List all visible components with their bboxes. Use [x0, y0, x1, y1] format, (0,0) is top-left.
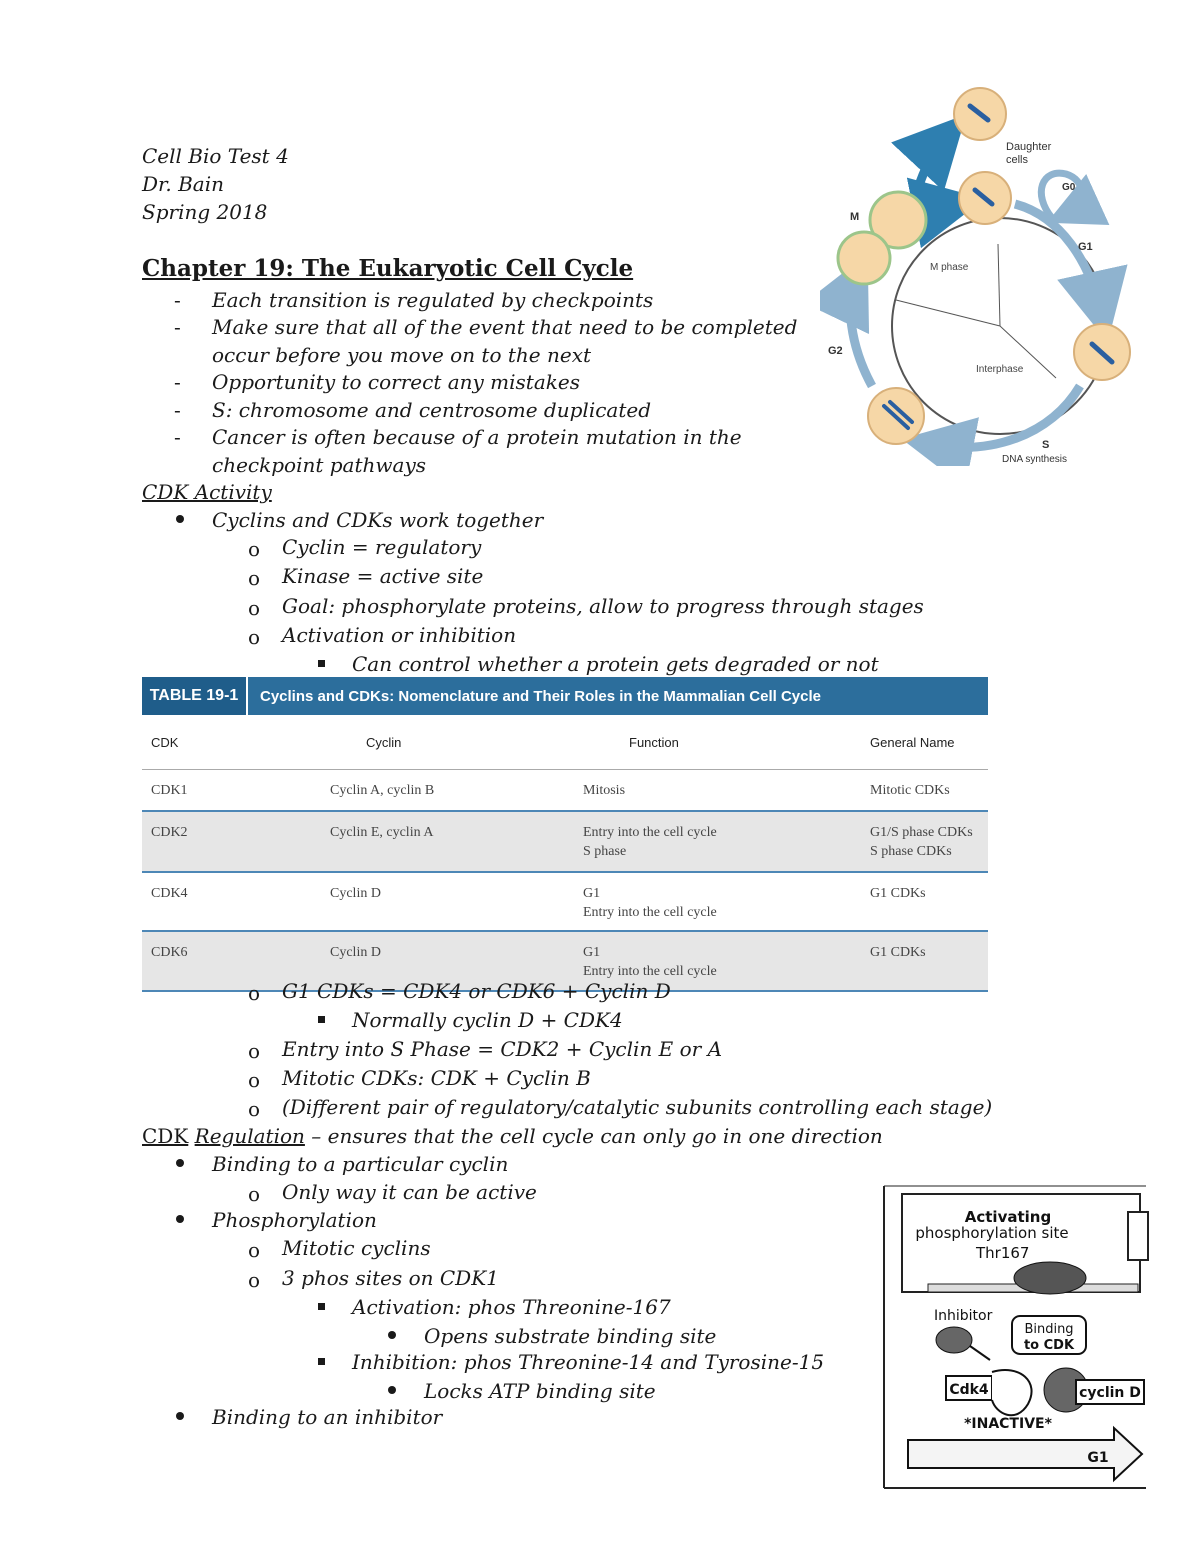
table-cell: G1 CDKs: [870, 886, 926, 901]
list-item: Opens substrate binding site: [424, 1324, 717, 1348]
table-cell: Mitotic CDKs: [870, 783, 950, 798]
table-cell: [583, 873, 870, 930]
list-item: Kinase = active site: [282, 564, 484, 588]
table-row: [142, 770, 988, 812]
bullet-marker: [176, 1215, 184, 1223]
cell-line: Entry into the cell cycle: [583, 825, 717, 840]
label-activating: Activating: [964, 1208, 1052, 1226]
cyclin-cdk-table: [142, 677, 988, 992]
table-cell: Mitosis: [583, 783, 626, 798]
circle-marker: o: [248, 1268, 261, 1292]
circle-marker: o: [248, 596, 261, 620]
label-g0: G0: [1062, 182, 1076, 193]
label-thr167: Thr167: [976, 1244, 1030, 1262]
heading-part: CDK: [142, 1124, 189, 1148]
cyclin-blob: [1014, 1262, 1086, 1294]
list-item: Each transition is regulated by checkpoints: [212, 288, 654, 312]
doc-instructor: Dr. Bain: [142, 172, 225, 196]
cell-line: S phase: [583, 844, 627, 859]
circle-marker: o: [248, 1182, 261, 1206]
label-mphase: M phase: [930, 262, 969, 273]
table-cell: [583, 812, 870, 871]
label-g1: G1: [1087, 1450, 1109, 1466]
dash-marker: -: [174, 315, 181, 339]
heading-part: – ensures that the cell cycle can only go in one direction: [311, 1124, 883, 1148]
list-item: Cyclin = regulatory: [282, 535, 482, 559]
label-s: S: [1042, 439, 1050, 451]
label-cdk4: Cdk4: [949, 1382, 989, 1398]
table-title: Cyclins and CDKs: Nomenclature and Their Roles in the Mammalian Cell Cycle: [260, 687, 821, 705]
inhibitor-arrow: [970, 1346, 990, 1360]
table-cell: [870, 812, 988, 871]
list-item: Opportunity to correct any mistakes: [212, 370, 580, 394]
list-item: Cancer is often because of a protein mutation in the: [212, 425, 742, 449]
label-inactive: *INACTIVE*: [964, 1416, 1052, 1432]
list-item: Phosphorylation: [212, 1208, 377, 1232]
square-marker: [318, 1358, 325, 1365]
bullet-marker: [388, 1331, 396, 1339]
label-daughter: Daughter: [1006, 141, 1052, 153]
bullet-marker: [176, 515, 184, 523]
circle-marker: o: [248, 1039, 261, 1063]
bullet-marker: [176, 1412, 184, 1420]
list-item: occur before you move on to the next: [212, 343, 592, 367]
column-header: General Name: [870, 734, 955, 750]
label-cells: cells: [1006, 154, 1029, 166]
heading-part: Regulation: [194, 1124, 305, 1148]
circle-marker: o: [248, 537, 261, 561]
label-interphase: Interphase: [976, 364, 1024, 375]
list-item: checkpoint pathways: [212, 453, 427, 477]
mitotic-cell: [838, 232, 890, 284]
table-cell: Cyclin D: [330, 945, 381, 960]
list-item: Locks ATP binding site: [424, 1379, 656, 1403]
column-header: Function: [629, 734, 679, 750]
dash-marker: -: [174, 370, 181, 394]
dash-marker: -: [174, 425, 181, 449]
cell-line: Entry into the cell cycle: [583, 964, 717, 979]
table-header-bar: [142, 677, 988, 715]
table-cell: Cyclin A, cyclin B: [330, 783, 435, 798]
chapter-heading: Chapter 19: The Eukaryotic Cell Cycle: [142, 255, 634, 282]
cell-line: G1: [583, 945, 601, 960]
label-g2: G2: [828, 345, 843, 357]
table-row: [142, 812, 988, 873]
cell-cycle-diagram: [820, 86, 1140, 466]
cdk-inhibitor-diagram: [880, 1178, 1150, 1494]
label-g1: G1: [1078, 241, 1093, 253]
list-item: Can control whether a protein gets degraded or not: [352, 652, 879, 676]
table-cell: G1 CDKs: [870, 945, 926, 960]
list-item: S: chromosome and centrosome duplicated: [212, 398, 652, 422]
column-header: CDK: [151, 734, 179, 750]
g2-arrow: [850, 278, 872, 386]
circle-marker: o: [248, 1068, 261, 1092]
label-dna-synthesis: DNA synthesis: [1002, 454, 1068, 465]
dash-marker: -: [174, 398, 181, 422]
table-column-headers: [142, 715, 988, 770]
circle-marker: o: [248, 566, 261, 590]
label-binding: Binding: [1024, 1322, 1074, 1337]
list-item: Inhibition: phos Threonine-14 and Tyrosine-15: [352, 1350, 825, 1374]
cell-line: Entry into the cell cycle: [583, 905, 717, 920]
s-arrow: [928, 386, 1080, 447]
list-item: Binding to an inhibitor: [212, 1405, 443, 1429]
doc-term: Spring 2018: [142, 200, 268, 224]
section-heading-cdk-regulation: [142, 1122, 883, 1150]
section-heading-cdk-activity: CDK Activity: [142, 480, 272, 504]
list-item: Mitotic cyclins: [282, 1236, 431, 1260]
circle-marker: o: [248, 981, 261, 1005]
mphase-divider: [896, 300, 1000, 326]
label-cyclin-d: cyclin D: [1079, 1385, 1141, 1401]
list-item: (Different pair of regulatory/catalytic subunits controlling each stage): [282, 1095, 993, 1119]
circle-marker: o: [248, 1097, 261, 1121]
cell-line: G1/S phase CDKs: [870, 825, 973, 840]
list-item: Normally cyclin D + CDK4: [352, 1008, 623, 1032]
cell-line: S phase CDKs: [870, 844, 952, 859]
list-item: Cyclins and CDKs work together: [212, 508, 544, 532]
mphase-divider: [998, 244, 1000, 326]
square-marker: [318, 1303, 325, 1310]
table-cell: CDK6: [151, 945, 188, 960]
doc-title: Cell Bio Test 4: [142, 144, 289, 168]
inhibitor-blob: [936, 1327, 972, 1353]
list-item: Activation or inhibition: [282, 623, 517, 647]
bullet-marker: [388, 1386, 396, 1394]
table-cell: CDK2: [151, 825, 188, 840]
square-marker: [318, 660, 325, 667]
division-arrow-up: [916, 134, 948, 194]
label-to-cdk: to CDK: [1023, 1338, 1075, 1353]
list-item: Goal: phosphorylate proteins, allow to progress through stages: [282, 594, 924, 618]
list-item: Activation: phos Threonine-167: [352, 1295, 671, 1319]
dash-marker: -: [174, 288, 181, 312]
column-header: Cyclin: [366, 734, 402, 750]
list-item: Mitotic CDKs: CDK + Cyclin B: [282, 1066, 591, 1090]
list-item: Make sure that all of the event that need to be completed: [212, 315, 798, 339]
list-item: G1 CDKs = CDK4 or CDK6 + Cyclin D: [282, 979, 671, 1003]
table-label: TABLE 19-1: [142, 677, 248, 715]
table-row: [142, 873, 988, 932]
list-item: Only way it can be active: [282, 1180, 537, 1204]
label-m: M: [850, 211, 860, 223]
circle-marker: o: [248, 1238, 261, 1262]
side-box: [1128, 1212, 1148, 1260]
bullet-marker: [176, 1159, 184, 1167]
cdk4-shape: [992, 1370, 1032, 1415]
table-cell: CDK1: [151, 783, 188, 798]
circle-marker: o: [248, 625, 261, 649]
g0-loop-arrow: [1041, 173, 1081, 218]
square-marker: [318, 1016, 325, 1023]
list-item: 3 phos sites on CDK1: [282, 1266, 499, 1290]
table-cell: Cyclin E, cyclin A: [330, 825, 434, 840]
table-cell: Cyclin D: [330, 886, 381, 901]
list-item: Binding to a particular cyclin: [212, 1152, 509, 1176]
list-item: Entry into S Phase = CDK2 + Cyclin E or A: [282, 1037, 723, 1061]
table-cell: CDK4: [151, 886, 188, 901]
label-inhibitor: Inhibitor: [934, 1308, 993, 1324]
cell-line: G1: [583, 886, 601, 901]
label-phos-site: phosphorylation site: [915, 1224, 1069, 1242]
